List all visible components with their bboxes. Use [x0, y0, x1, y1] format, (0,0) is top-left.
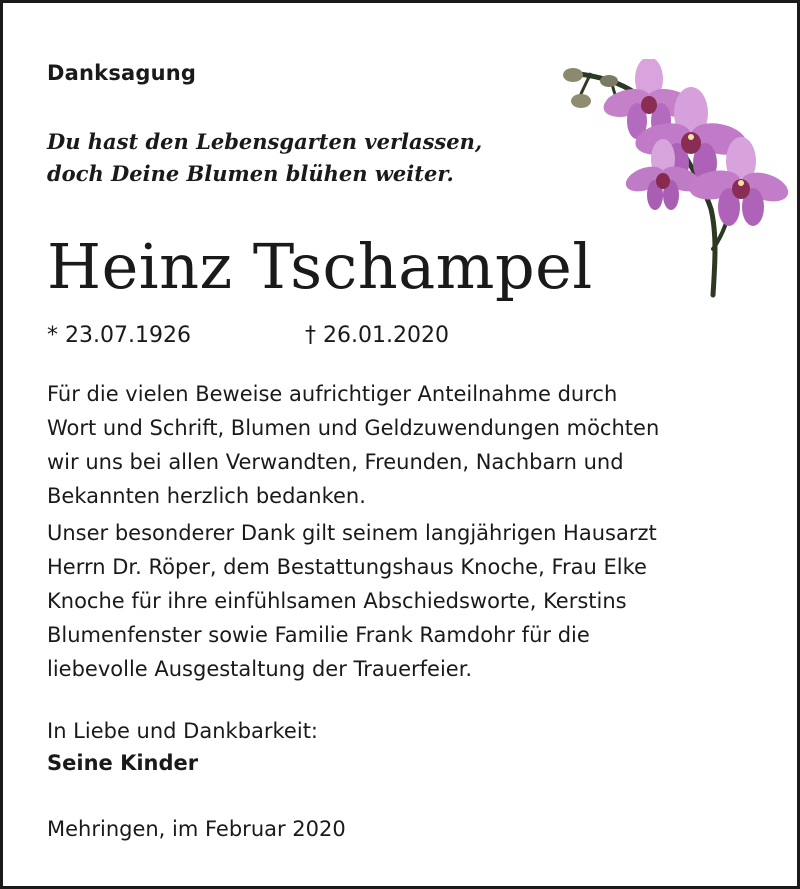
paragraph-line: liebevolle Ausgestaltung der Trauerfeier. [47, 657, 473, 681]
paragraph-line: wir uns bei allen Verwandten, Freunden, Nachbarn und [47, 450, 624, 474]
birth-date: * 23.07.1926 [47, 323, 191, 348]
deceased-name: Heinz Tschampel [47, 230, 593, 303]
paragraph-line: Wort und Schrift, Blumen und Geldzuwendungen möchten [47, 416, 660, 440]
death-date: † 26.01.2020 [305, 323, 449, 348]
closing-phrase: In Liebe und Dankbarkeit: [47, 719, 319, 743]
paragraph-line: Unser besonderer Dank gilt seinem langjährigen Hausarzt [47, 521, 657, 545]
notice-heading: Danksagung [47, 61, 197, 85]
orchid-flower-icon [551, 59, 791, 299]
special-thanks-paragraph [47, 516, 657, 686]
signature: Seine Kinder [47, 751, 199, 775]
paragraph-line: Für die vielen Beweise aufrichtiger Anteilnahme durch [47, 382, 618, 406]
paragraph-line: Blumenfenster sowie Familie Frank Ramdohr für die [47, 623, 590, 647]
thanks-paragraph [47, 377, 659, 513]
verse-line: Du hast den Lebensgarten verlassen, [47, 129, 483, 154]
verse [47, 126, 482, 190]
verse-line: doch Deine Blumen blühen weiter. [47, 161, 454, 186]
closing [47, 715, 318, 779]
place-date: Mehringen, im Februar 2020 [47, 817, 346, 841]
paragraph-line: Herrn Dr. Röper, dem Bestattungshaus Knoche, Frau Elke [47, 555, 647, 579]
paragraph-line: Knoche für ihre einfühlsamen Abschiedsworte, Kerstins [47, 589, 627, 613]
paragraph-line: Bekannten herzlich bedanken. [47, 484, 366, 508]
